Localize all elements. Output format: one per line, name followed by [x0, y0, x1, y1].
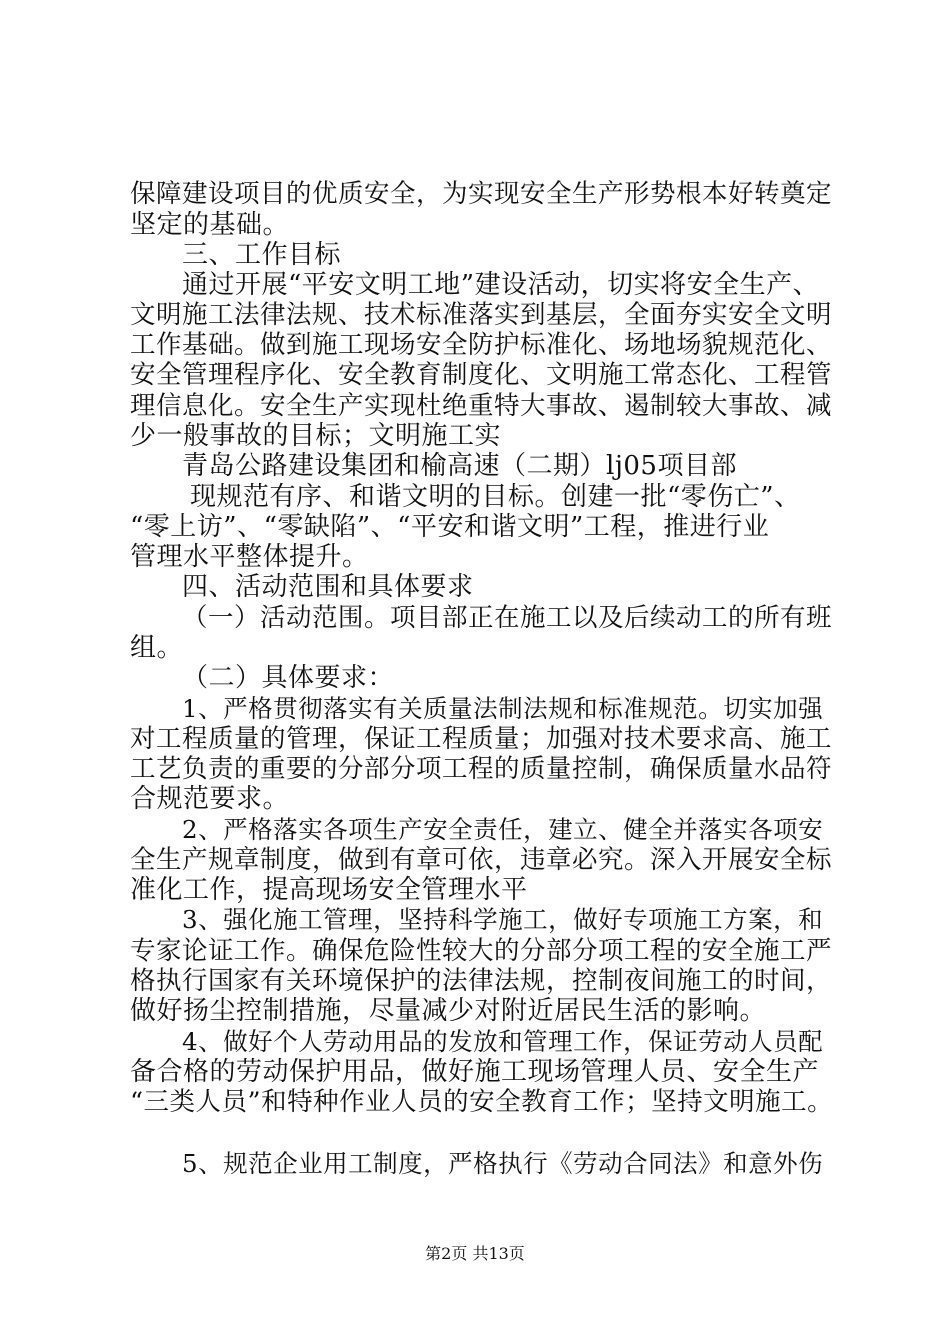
page-label: 第2页 共13页: [425, 1244, 525, 1263]
text-line: 4、做好个人劳动用品的发放和管理工作，保证劳动人员配: [182, 1027, 824, 1056]
text-line: 5、规范企业用工制度，严格执行《劳动合同法》和意外伤: [182, 1149, 824, 1178]
text-line: 准化工作，提高现场安全管理水平: [130, 875, 528, 905]
text-line: 现规范有序、和谐文明的目标。创建一批“零伤亡”、: [190, 482, 801, 512]
text-line: 做好扬尘控制措施，尽量减少对附近居民生活的影响。: [130, 996, 767, 1026]
text-line: 1、严格贯彻落实有关质量法制法规和标准规范。切实加强: [182, 694, 824, 723]
text-line: 文明施工法律法规、技术标准落实到基层，全面夯实安全文明: [130, 300, 833, 330]
text-line: 通过开展“平安文明工地”建设活动，切实将安全生产、: [182, 270, 820, 300]
text-line: 组。: [130, 633, 184, 663]
text-line: 青岛公路建设集团和榆高速（二期）lj05项目部: [182, 451, 737, 481]
text-line: 格执行国家有关环境保护的法律法规，控制夜间施工的时间，: [130, 966, 833, 996]
text-line: 安全管理程序化、安全教育制度化、文明施工常态化、工程管: [130, 360, 833, 390]
text-line: 管理水平整体提升。: [130, 542, 369, 572]
text-line: 备合格的劳动保护用品，做好施工现场管理人员、安全生产: [130, 1057, 820, 1087]
page-number-footer: [0, 1243, 950, 1265]
text-line: 少一般事故的目标；文明施工实: [130, 421, 502, 451]
section-heading: 三、工作目标: [182, 240, 342, 270]
text-line: 理信息化。安全生产实现杜绝重特大事故、遏制较大事故、减: [130, 391, 833, 421]
text-line: 全生产规章制度，做到有章可依，违章必究。深入开展安全标: [130, 845, 833, 875]
text-line: 对工程质量的管理，保证工程质量；加强对技术要求高、施工: [130, 724, 833, 754]
text-line: 坚定的基础。: [130, 210, 290, 240]
text-line: “三类人员”和特种作业人员的安全教育工作；坚持文明施工。: [130, 1087, 834, 1117]
text-line: 2、严格落实各项生产安全责任，建立、健全并落实各项安: [182, 815, 824, 844]
section-heading: 四、活动范围和具体要求: [182, 572, 474, 602]
text-line: 合规范要求。: [130, 784, 290, 814]
text-line: （一）活动范围。项目部正在施工以及后续动工的所有班: [182, 603, 833, 633]
text-line: 专家论证工作。确保危险性较大的分部分项工程的安全施工严: [130, 936, 833, 966]
text-line: “零上访”、“零缺陷”、“平安和谐文明”工程，推进行业: [130, 512, 770, 542]
text-line: 工作基础。做到施工现场安全防护标准化、场地场貌规范化、: [130, 330, 833, 360]
text-line: 3、强化施工管理，坚持科学施工，做好专项施工方案，和: [182, 905, 824, 934]
text-line: （二）具体要求：: [182, 663, 395, 693]
text-line: 保障建设项目的优质安全，为实现安全生产形势根本好转奠定: [130, 179, 833, 209]
text-line: 工艺负责的重要的分部分项工程的质量控制，确保质量水品符: [130, 754, 833, 784]
